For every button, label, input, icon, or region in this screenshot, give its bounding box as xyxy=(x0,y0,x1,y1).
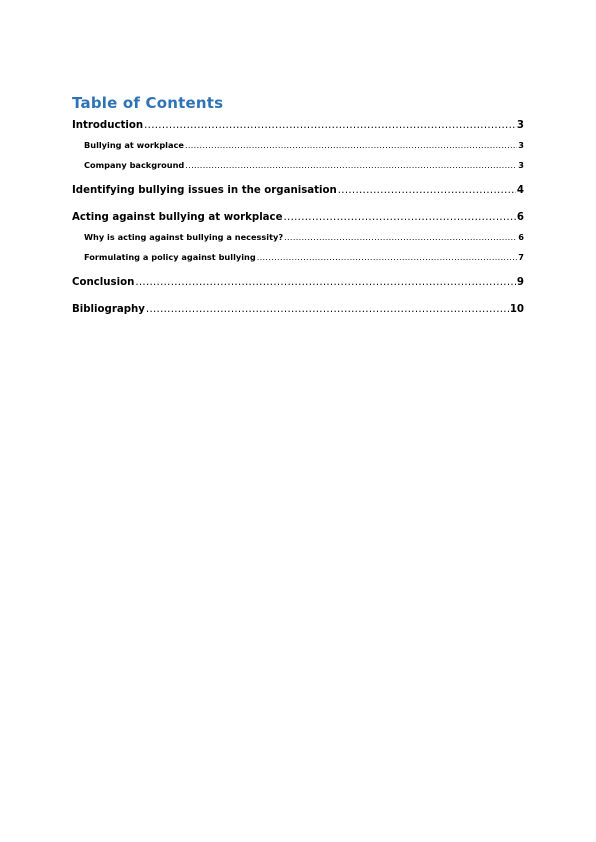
toc-entry-label: Conclusion xyxy=(72,277,135,288)
toc-entry-page: 7 xyxy=(518,252,524,262)
toc-entry-label: Identifying bullying issues in the organisation xyxy=(72,185,337,196)
toc-entry-page: 9 xyxy=(516,277,524,288)
toc-leader-dots xyxy=(257,252,518,263)
toc-entry-company-background[interactable] xyxy=(72,160,524,171)
toc-entry-bibliography[interactable] xyxy=(72,303,524,317)
toc-entry-label: Why is acting against bullying a necessity? xyxy=(84,232,284,242)
toc-leader-dots xyxy=(284,211,516,225)
toc-entry-label: Company background xyxy=(84,160,185,170)
toc-leader-dots xyxy=(284,232,517,243)
toc-entry-page: 4 xyxy=(516,185,524,196)
toc-entry-introduction[interactable] xyxy=(72,119,524,133)
toc-leader-dots xyxy=(135,276,516,290)
toc-entry-label: Bullying at workplace xyxy=(84,140,184,150)
toc-title: Table of Contents xyxy=(72,94,224,112)
toc-entry-identifying-bullying-issues[interactable] xyxy=(72,184,524,198)
toc-list xyxy=(72,119,524,317)
toc-entry-page: 6 xyxy=(518,232,524,242)
toc-entry-label: Formulating a policy against bullying xyxy=(84,252,256,262)
toc-leader-dots xyxy=(146,303,509,317)
toc-entry-page: 6 xyxy=(516,212,524,223)
toc-entry-label: Acting against bullying at workplace xyxy=(72,212,283,223)
toc-entry-page: 3 xyxy=(516,120,524,131)
toc-entry-formulating-policy[interactable] xyxy=(72,252,524,263)
toc-leader-dots xyxy=(185,140,517,151)
toc-entry-bullying-at-workplace[interactable] xyxy=(72,140,524,151)
toc-entry-label: Bibliography xyxy=(72,304,145,315)
toc-entry-label: Introduction xyxy=(72,120,144,131)
toc-leader-dots xyxy=(185,160,517,171)
toc-leader-dots xyxy=(338,184,516,198)
toc-leader-dots xyxy=(144,119,516,133)
toc-entry-page: 3 xyxy=(518,140,524,150)
toc-entry-conclusion[interactable] xyxy=(72,276,524,290)
toc-entry-page: 3 xyxy=(518,160,524,170)
toc-entry-acting-against-bullying[interactable] xyxy=(72,211,524,225)
toc-entry-page: 10 xyxy=(509,304,524,315)
toc-entry-why-acting-necessity[interactable] xyxy=(72,232,524,243)
